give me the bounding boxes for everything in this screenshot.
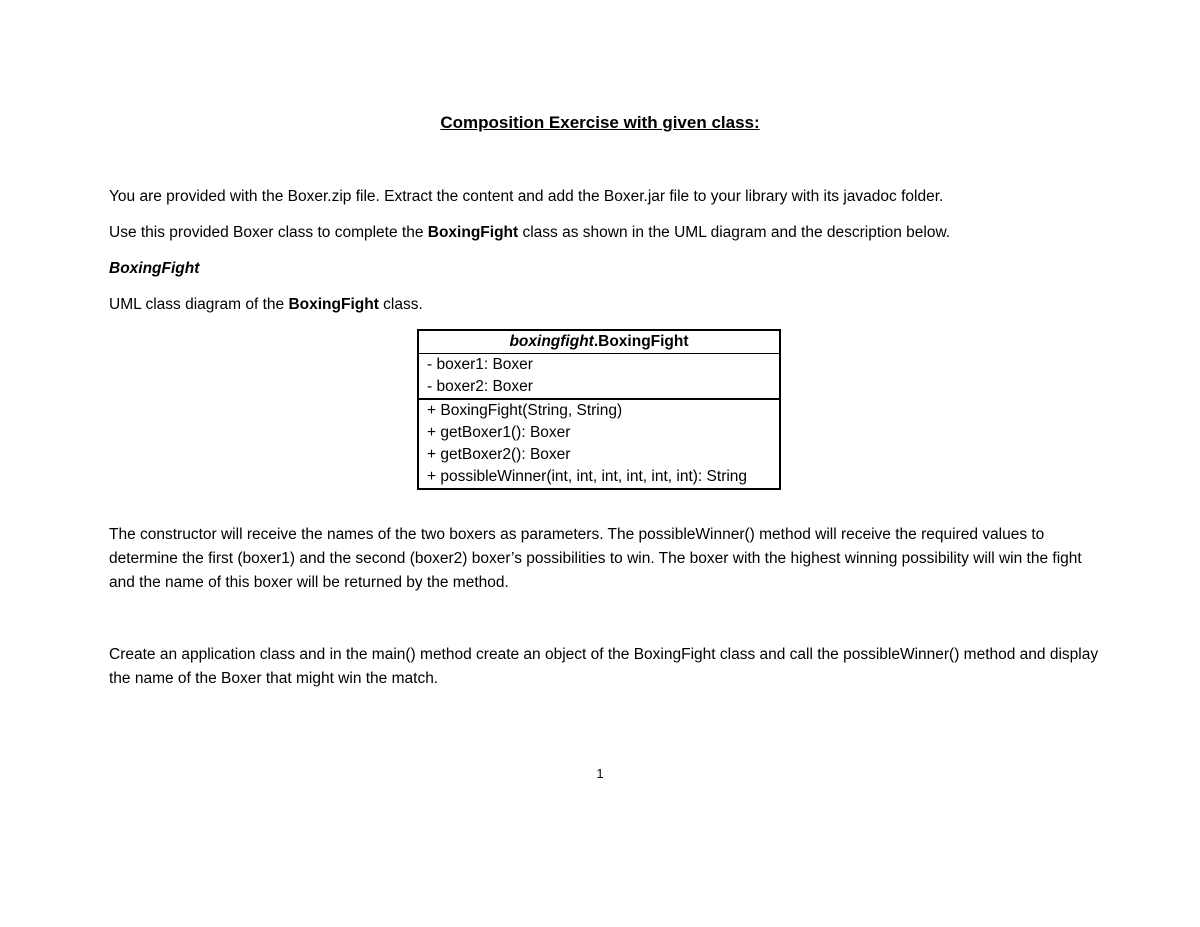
uml-method: + BoxingFight(String, String) bbox=[427, 402, 623, 419]
instruction-text-before: Use this provided Boxer class to complete the bbox=[109, 224, 428, 241]
uml-method: + getBoxer2(): Boxer bbox=[427, 446, 571, 463]
uml-attributes-section bbox=[419, 354, 779, 400]
description-paragraph: The constructor will receive the names of the two boxers as parameters. The possibleWinner() method will receive the required values to determine the first (boxer1) and the second (boxer2) boxer’s possibilities to win. The boxer with the highest winning possibility will win the fight and the name of this boxer will be returned by the method. bbox=[109, 526, 1082, 591]
section-heading: BoxingFight bbox=[109, 260, 200, 277]
uml-class-diagram bbox=[417, 329, 781, 490]
document-title: Composition Exercise with given class: bbox=[440, 113, 760, 132]
instruction-text-after: class as shown in the UML diagram and the description below. bbox=[518, 224, 951, 241]
uml-class-name: .BoxingFight bbox=[593, 333, 689, 350]
uml-caption-before: UML class diagram of the bbox=[109, 296, 289, 313]
uml-caption-after: class. bbox=[378, 296, 423, 313]
uml-class-header bbox=[419, 331, 779, 354]
uml-attribute: - boxer2: Boxer bbox=[427, 378, 533, 395]
uml-method: + possibleWinner(int, int, int, int, int, int): String bbox=[427, 468, 748, 485]
uml-caption bbox=[109, 293, 1099, 317]
uml-attribute: - boxer1: Boxer bbox=[427, 356, 533, 373]
intro-paragraph: You are provided with the Boxer.zip file. Extract the content and add the Boxer.jar file to your library with its javadoc folder. bbox=[109, 188, 944, 205]
instruction-class-name: BoxingFight bbox=[427, 224, 519, 241]
page-number: 1 bbox=[596, 766, 604, 781]
uml-methods-section bbox=[419, 400, 779, 488]
uml-caption-class-name: BoxingFight bbox=[288, 296, 379, 313]
task-paragraph: Create an application class and in the main() method create an object of the BoxingFight class and call the possibleWinner() method and display the name of the Boxer that might win the match. bbox=[109, 646, 1099, 687]
uml-package-name: boxingfight bbox=[509, 333, 594, 350]
uml-method: + getBoxer1(): Boxer bbox=[427, 424, 571, 441]
instruction-paragraph bbox=[109, 221, 1099, 245]
